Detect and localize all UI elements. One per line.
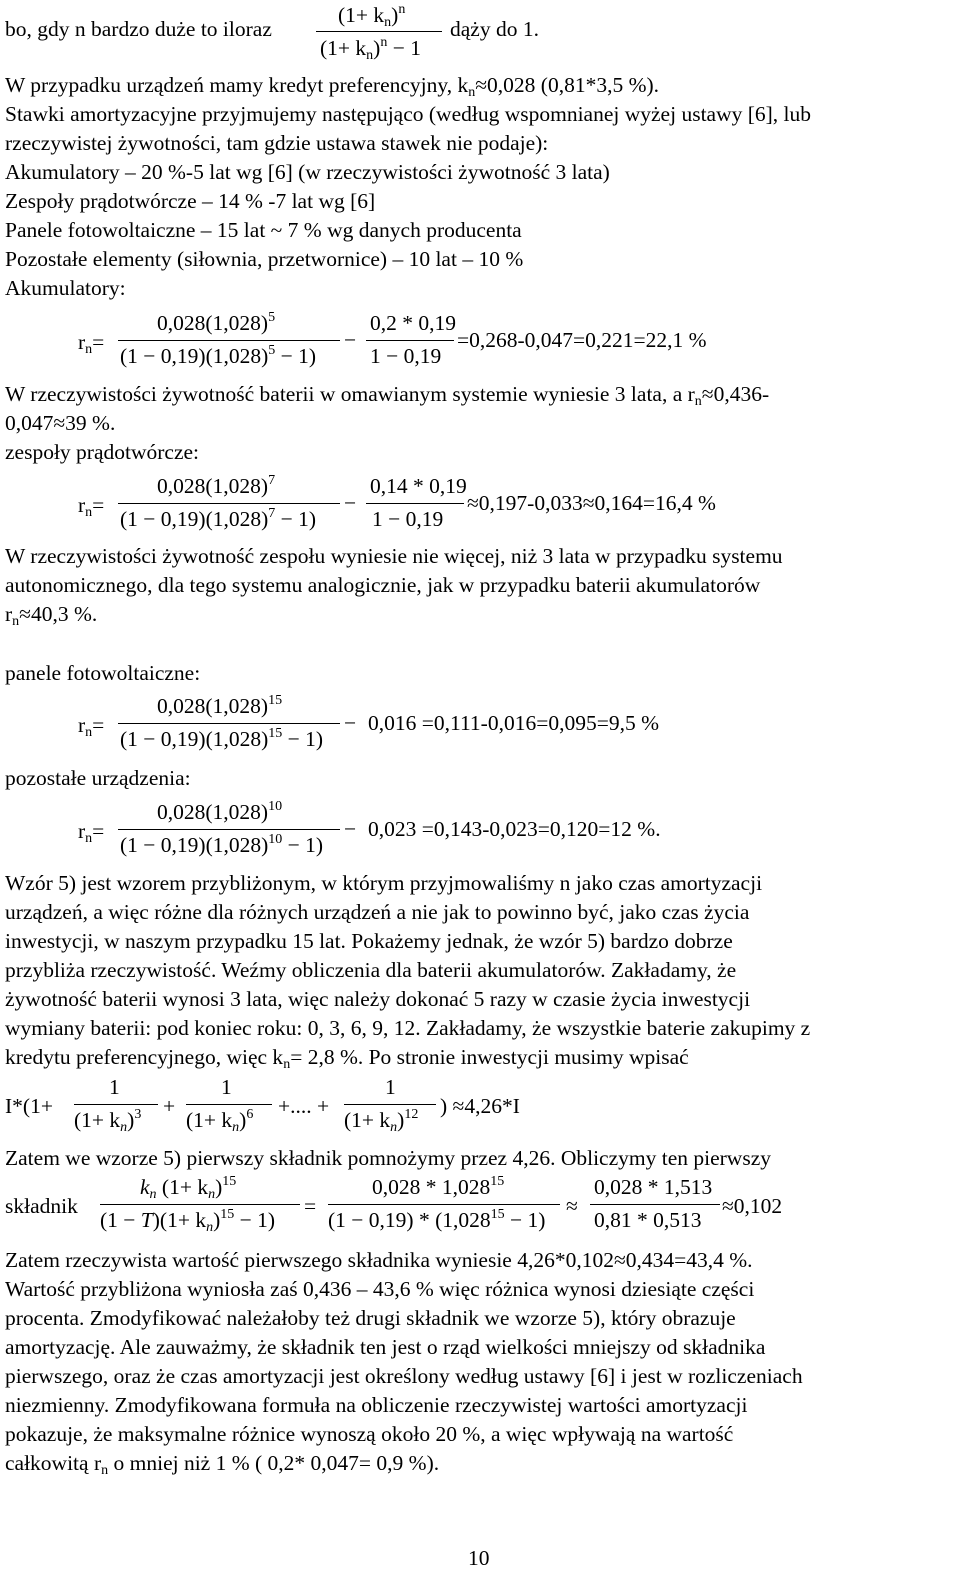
text-line: wymiany baterii: pod koniec roku: 0, 3, 6, 9, 12. Zakładamy, że wszystkie baterie zakupimy z xyxy=(5,1016,811,1040)
frac-numerator: 0,028 * 1,028$^{15}$ xyxy=(372,1174,505,1199)
text-line: urządzeń, a więc różne dla różnych urządzeń a nie jak to powinno być, jako czas życia xyxy=(5,900,750,924)
intro-prefix: bo, gdy n bardzo duże to iloraz xyxy=(5,17,272,41)
frac-numerator: 1 xyxy=(221,1075,232,1099)
text-line: W przypadku urządzeń mamy kredyt preferencyjny, $k_n\approx 0,028$ (0,81*3,5 %). xyxy=(5,73,660,100)
fraction-bar xyxy=(186,1104,272,1105)
intro-frac-den: $(1+ k_n)^n - 1$ xyxy=(320,35,421,63)
frac-numerator: 1 xyxy=(109,1075,120,1099)
text-line: Stawki amortyzacyjne przyjmujemy następująco (według wspomnianej wyżej ustawy [6], lub xyxy=(5,102,812,126)
r-label: $r_n=$ xyxy=(78,713,105,740)
text-line: W rzeczywistości żywotność zespołu wyniesie nie więcej, niż 3 lata w przypadku systemu xyxy=(5,544,783,568)
text-line: Wzór 5) jest wzorem przybliżonym, w którym przyjmowaliśmy n jako czas amortyzacji xyxy=(5,871,763,895)
text-line: panele fotowoltaiczne: xyxy=(5,661,201,685)
fraction-bar xyxy=(118,723,340,724)
frac-numerator: $0,028(1,028)^{15}$ xyxy=(157,693,283,718)
text-line: Akumulatory – 20 %-5 lat wg [6] (w rzeczywistości żywotność 3 lata) xyxy=(5,160,610,184)
skladnik-label: składnik xyxy=(5,1194,78,1218)
plus-sign: + xyxy=(163,1094,176,1118)
page-number: 10 xyxy=(468,1546,490,1570)
text-line: Wartość przybliżona wyniosła zaś 0,436 – 43,6 % więc różnica wynosi dziesiąte części xyxy=(5,1277,755,1301)
equals-sign: = xyxy=(304,1194,317,1218)
frac-denominator: $(1 - 0,19)(1,028)^7 - 1$) xyxy=(120,506,317,531)
equation-result: =0,268-0,047=0,221=22,1 % xyxy=(457,328,707,352)
minus-sign: − xyxy=(344,328,357,352)
frac-denominator: $(1 - 0,19)(1,028)^{10} - 1$) xyxy=(120,832,324,857)
text-line: Zespoły prądotwórcze – 14 % -7 lat wg [6] xyxy=(5,189,376,213)
frac-numerator: $0,028(1,028)^7$ xyxy=(157,473,276,498)
frac-numerator: $0,028(1,028)^5$ xyxy=(157,310,276,335)
text-line: Panele fotowoltaiczne – 15 lat ~ 7 % wg danych producenta xyxy=(5,218,522,242)
text-line: przybliża rzeczywistość. Weźmy obliczenia dla baterii akumulatorów. Zakładamy, że xyxy=(5,958,737,982)
r-label: $r_n=$ xyxy=(78,493,105,520)
text-line: żywotność baterii wynosi 3 lata, więc należy dokonać 5 razy w czasie życia inwestycji xyxy=(5,987,751,1011)
minus-sign: − xyxy=(344,491,357,515)
fraction-bar xyxy=(344,1104,436,1105)
frac-denominator: $(1+ k_n)^{12}$ xyxy=(344,1107,419,1135)
frac-numerator: 0,2 * 0,19 xyxy=(370,311,456,335)
frac-numerator: 0,14 * 0,19 xyxy=(370,474,467,498)
frac-denominator: $(1+ k_n)^6$ xyxy=(186,1107,254,1135)
text-line: $r_n\approx 40,3$ %. xyxy=(5,602,98,629)
sum-prefix: I*(1+ xyxy=(5,1094,53,1118)
fraction-bar xyxy=(328,1204,560,1205)
fraction-bar xyxy=(118,829,340,830)
text-line: Zatem rzeczywista wartość pierwszego składnika wyniesie 4,26*0,102≈0,434=43,4 %. xyxy=(5,1248,753,1272)
equation-result: 0,016 =0,111-0,016=0,095=9,5 % xyxy=(368,711,659,735)
frac-denominator: 1 − 0,19 xyxy=(372,507,444,531)
frac-numerator: 1 xyxy=(385,1075,396,1099)
r-label: $r_n=$ xyxy=(78,330,105,357)
text-line: pokazuje, że maksymalne różnice wynoszą około 20 %, a więc wpływają na wartość xyxy=(5,1422,734,1446)
text-line: całkowitą $r_n$ o mniej niż 1 % ( 0,2* 0,047= 0,9 %). xyxy=(5,1451,440,1478)
frac-numerator: $0,028(1,028)^{10}$ xyxy=(157,799,283,824)
fraction-bar xyxy=(590,1204,720,1205)
intro-frac-num: $(1+ k_n)^n$ xyxy=(338,2,406,30)
minus-sign: − xyxy=(344,711,357,735)
fraction-bar xyxy=(118,503,340,504)
fraction-bar xyxy=(366,340,454,341)
text-line: pierwszego, oraz że czas amortyzacji jest określony według ustawy [6] i jest w rozliczeniach xyxy=(5,1364,803,1388)
equation-result: ≈0,102 xyxy=(722,1194,783,1218)
frac-denominator: 1 − 0,19 xyxy=(370,344,442,368)
text-line: kredytu preferencyjnego, więc $k_n= 2,8$ %. Po stronie inwestycji musimy wpisać xyxy=(5,1045,689,1072)
frac-numerator: 0,028 * 1,513 xyxy=(594,1175,713,1199)
frac-denominator: $(1 - 0,19) * (1,028^{15} - 1)$ xyxy=(328,1207,546,1232)
text-line: rzeczywistej żywotności, tam gdzie ustawa stawek nie podaje): xyxy=(5,131,549,155)
text-line: 0,047≈39 %. xyxy=(5,411,116,435)
text-line: pozostałe urządzenia: xyxy=(5,766,191,790)
equation-result: 0,023 =0,143-0,023=0,120=12 %. xyxy=(368,817,661,841)
frac-denominator: $(1 - T)(1+ k_n)^{15} - 1$) xyxy=(100,1207,276,1235)
approx-sign: ≈ xyxy=(566,1194,578,1218)
text-line: Zatem we wzorze 5) pierwszy składnik pomnożymy przez 4,26. Obliczymy ten pierwszy xyxy=(5,1146,771,1170)
fraction-bar xyxy=(366,503,464,504)
equation-result: ) ≈4,26*I xyxy=(440,1094,520,1118)
text-line: zespoły prądotwórcze: xyxy=(5,440,200,464)
frac-denominator: $(1+ k_n)^3$ xyxy=(74,1107,142,1135)
intro-suffix: dąży do 1. xyxy=(450,17,539,41)
equation-result: ≈0,197-0,033≈0,164=16,4 % xyxy=(467,491,716,515)
text-line: niezmienny. Zmodyfikowana formuła na obliczenie rzeczywistej wartości amortyzacji xyxy=(5,1393,748,1417)
fraction-bar xyxy=(74,1104,158,1105)
text-line: autonomicznego, dla tego systemu analogicznie, jak w przypadku baterii akumulatorów xyxy=(5,573,761,597)
text-line: inwestycji, w naszym przypadku 15 lat. Pokażemy jednak, że wzór 5) bardzo dobrze xyxy=(5,929,733,953)
ellipsis-plus: +.... + xyxy=(278,1094,330,1118)
frac-denominator: $(1 - 0,19)(1,028)^5 - 1$) xyxy=(120,343,317,368)
frac-denominator: 0,81 * 0,513 xyxy=(594,1208,702,1232)
text-line: W rzeczywistości żywotność baterii w omawianym systemie wyniesie 3 lata, a $r_n\approx 0,436-$ xyxy=(5,382,770,409)
frac-denominator: $(1 - 0,19)(1,028)^{15} - 1$) xyxy=(120,726,324,751)
text-line: Pozostałe elementy (siłownia, przetwornice) – 10 lat – 10 % xyxy=(5,247,524,271)
fraction-bar xyxy=(100,1204,300,1205)
frac-numerator: $k_n$ $(1+ k_n)^{15}$ xyxy=(140,1174,237,1202)
r-label: $r_n=$ xyxy=(78,819,105,846)
text-line: Akumulatory: xyxy=(5,276,126,300)
text-line: amortyzację. Ale zauważmy, że składnik ten jest o rząd wielkości mniejszy od składnika xyxy=(5,1335,766,1359)
fraction-bar xyxy=(316,31,442,32)
minus-sign: − xyxy=(344,817,357,841)
fraction-bar xyxy=(118,340,340,341)
text-line: procenta. Zmodyfikować należałoby też drugi składnik we wzorze 5), który obrazuje xyxy=(5,1306,736,1330)
